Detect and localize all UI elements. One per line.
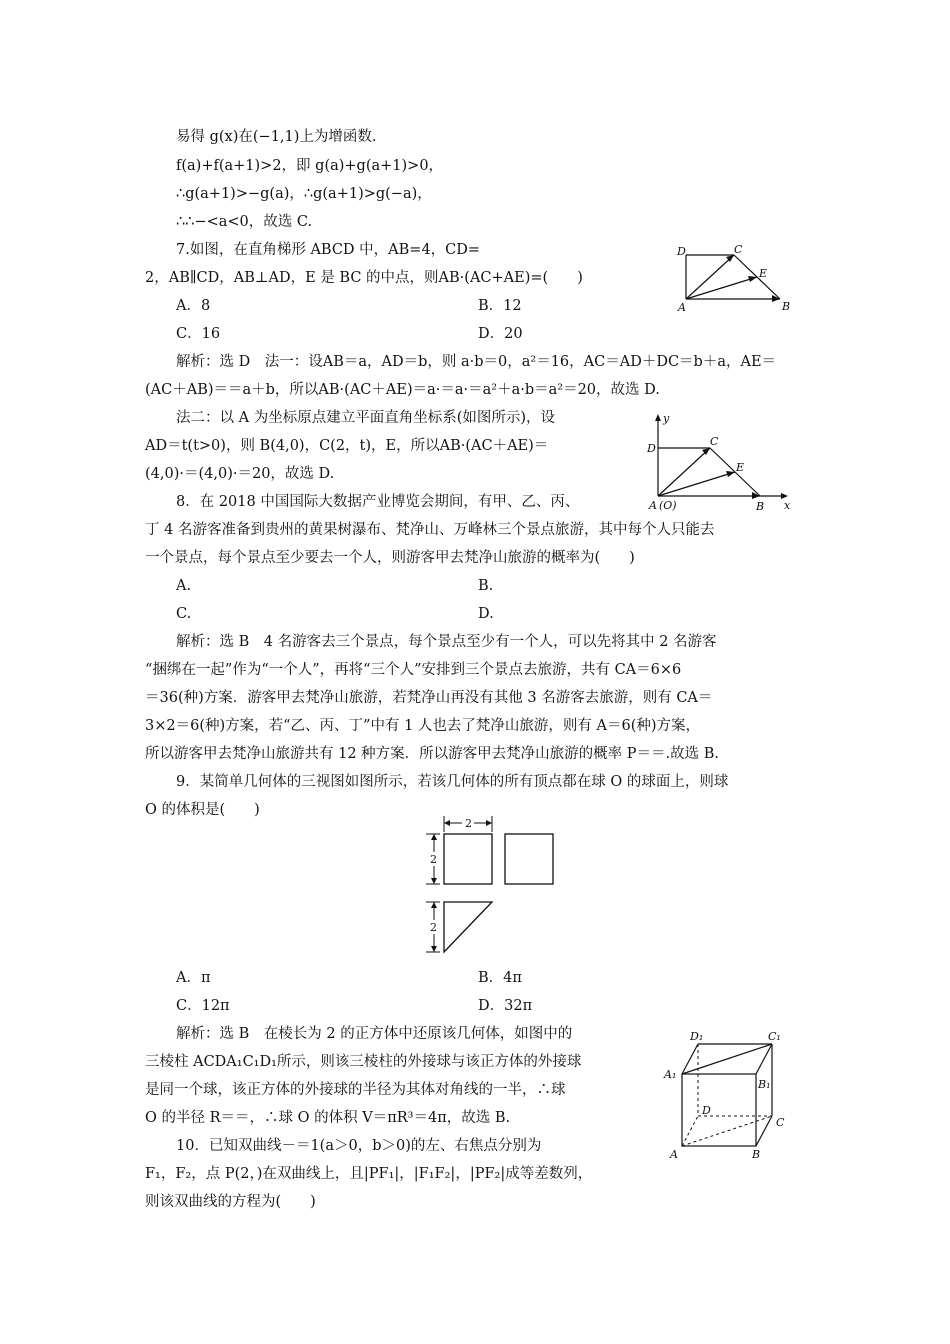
label-b: B [756, 500, 765, 513]
label-d: D [677, 245, 686, 258]
question-8-stem: 丁 4 名游客准备到贵州的黄果树瀑布、梵净山、万峰林三个景点旅游，其中每个人只能去 [145, 522, 715, 538]
solution-line: (4,0)·＝(4,0)·＝20，故选 D. [145, 466, 335, 482]
solution-line: 3×2＝6(种)方案，若“乙、丙、丁”中有 1 人也去了梵净山旅游，则有 A＝6(种)方案， [145, 718, 701, 734]
option-c: C. [176, 606, 192, 622]
question-10-stem: 则该双曲线的方程为( ) [145, 1194, 316, 1210]
solution-line: ＝36(种)方案．游客甲去梵净山旅游，若梵净山再没有其他 3 名游客去旅游，则有 CA＝ [145, 690, 713, 706]
label-e: E [759, 267, 768, 280]
label-y: y [663, 412, 670, 425]
solution-line: 所以游客甲去梵净山旅游共有 12 种方案．所以游客甲去梵净山旅游的概率 P＝＝.故选 B. [145, 746, 720, 762]
label-a: A [649, 499, 657, 512]
option-d: D．32π [478, 998, 533, 1014]
label-d: D [647, 442, 656, 455]
option-c: C．12π [176, 998, 230, 1014]
text-line: ∴g(a+1)>−g(a)，∴g(a+1)>g(−a)， [176, 186, 432, 202]
label-a1: A₁ [664, 1068, 677, 1081]
question-8-stem: 一个景点，每个景点至少要去一个人，则游客甲去梵净山旅游的概率为( ) [145, 550, 635, 566]
solution-line: O 的半径 R＝＝，∴球 O 的体积 V＝πR³＝4π，故选 B. [145, 1110, 511, 1126]
text-line: 易得 g(x)在(−1,1)上为增函数. [176, 129, 377, 145]
label-d: D [702, 1104, 711, 1117]
solution-line: “捆绑在一起”作为“一个人”，再将“三个人”安排到三个景点去旅游，共有 CA＝6×6 [145, 662, 682, 678]
trapezoid-figure [676, 243, 796, 313]
label-x: x [784, 499, 791, 512]
solution-line: AD＝t(t>0)，则 B(4,0)，C(2，t)，E，所以AB·(AC＋AE)＝ [145, 438, 549, 454]
label-origin: (O) [659, 499, 677, 512]
question-10-stem: F₁，F₂，点 P(2，)在双曲线上，且|PF₁|，|F₁F₂|，|PF₂|成等差数列， [145, 1166, 593, 1182]
text-line: ∴∴−<a<0，故选 C. [176, 214, 313, 230]
solution-line: 解析：选 B 在棱长为 2 的正方体中还原该几何体，如图中的 [176, 1026, 573, 1042]
option-a: A．8 [176, 298, 211, 314]
option-a: A. [176, 578, 192, 594]
option-d: D．20 [478, 326, 523, 342]
label-c1: C₁ [768, 1030, 781, 1043]
label-c: C [710, 435, 719, 448]
dimension-label: 2 [430, 921, 437, 934]
question-9-stem: O 的体积是( ) [145, 802, 260, 818]
dimension-label: 2 [430, 853, 437, 866]
question-7-stem: 2，AB∥CD，AB⊥AD，E 是 BC 的中点，则AB·(AC+AE)=( ) [145, 270, 583, 286]
label-a: A [670, 1148, 678, 1161]
label-b: B [782, 300, 791, 313]
option-d: D. [478, 606, 494, 622]
label-c: C [734, 243, 743, 256]
solution-line: 解析：选 B 4 名游客去三个景点，每个景点至少有一个人，可以先将其中 2 名游客 [176, 634, 717, 650]
label-b: B [752, 1148, 761, 1161]
solution-line: 解析：选 D 法一：设AB＝a，AD＝b，则 a·b＝0，a²＝16，AC＝AD＋DC＝b＋a，AE＝ [176, 354, 777, 370]
question-8-stem: 8．在 2018 中国国际大数据产业博览会期间，有甲、乙、丙、 [176, 494, 580, 510]
question-7-stem: 7.如图，在直角梯形 ABCD 中，AB=4，CD= [176, 242, 481, 258]
solution-line: 是同一个球，该正方体的外接球的半径为其体对角线的一半，∴球 [145, 1082, 566, 1098]
text-line: f(a)+f(a+1)>2，即 g(a)+g(a+1)>0， [176, 158, 444, 174]
coordinate-figure [646, 412, 796, 512]
label-d1: D₁ [690, 1030, 704, 1043]
solution-line: (AC＋AB)＝＝a＋b，所以AB·(AC＋AE)＝a·＝a·＝a²＋a·b＝a²＝20，故选 D. [145, 382, 660, 398]
solution-line: 法二：以 A 为坐标原点建立平面直角坐标系(如图所示)，设 [176, 410, 556, 426]
option-b: B．4π [478, 970, 522, 986]
option-b: B. [478, 578, 494, 594]
question-9-stem: 9．某简单几何体的三视图如图所示，若该几何体的所有顶点都在球 O 的球面上，则球 [176, 774, 729, 790]
question-10-stem: 10．已知双曲线－＝1(a＞0，b＞0)的左、右焦点分别为 [176, 1138, 542, 1154]
option-c: C．16 [176, 326, 221, 342]
label-c: C [776, 1116, 785, 1129]
solution-line: 三棱柱 ACDA₁C₁D₁所示，则该三棱柱的外接球与该正方体的外接球 [145, 1054, 582, 1070]
three-view-figure [420, 812, 560, 962]
dimension-label: 2 [465, 817, 472, 830]
option-b: B．12 [478, 298, 522, 314]
label-b1: B₁ [758, 1078, 771, 1091]
option-a: A．π [176, 970, 211, 986]
label-e: E [736, 461, 745, 474]
cube-figure [660, 1030, 800, 1160]
label-a: A [678, 301, 686, 314]
